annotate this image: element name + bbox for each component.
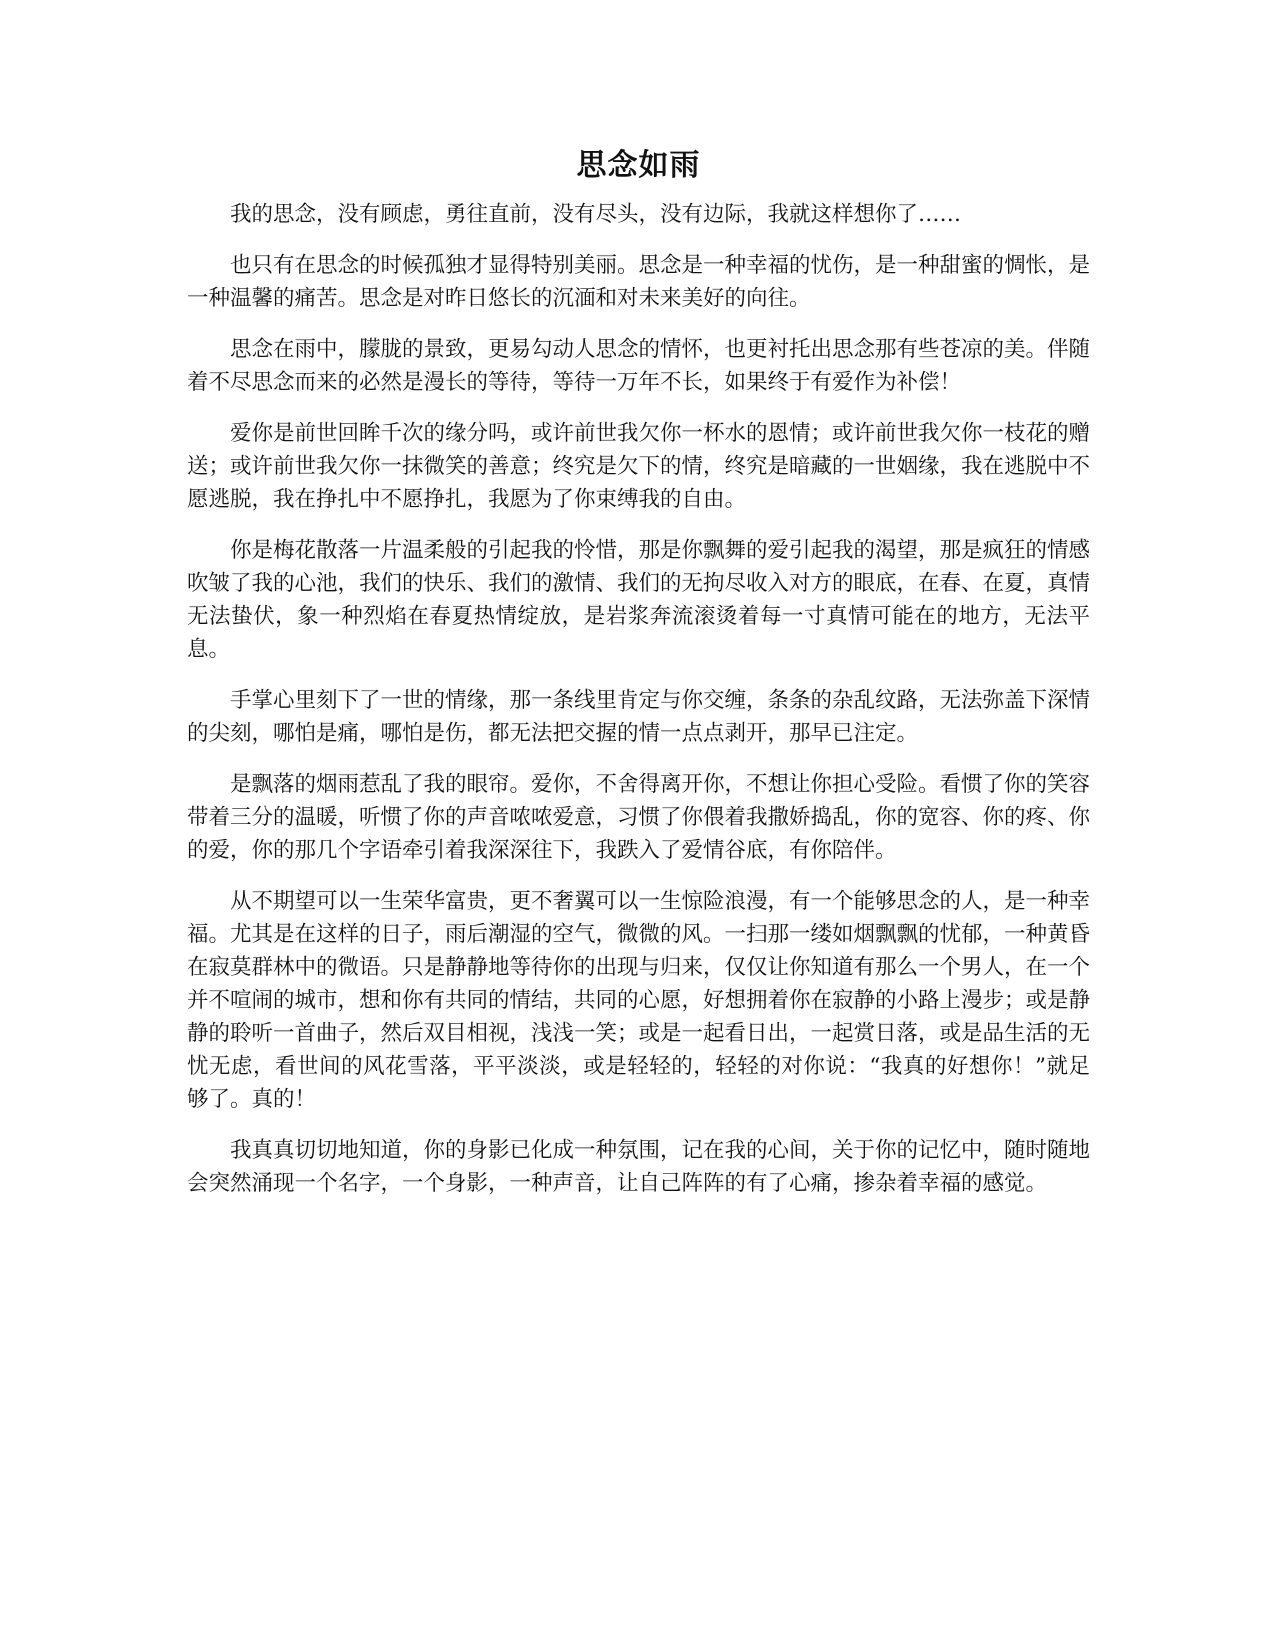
paragraph: 思念在雨中，朦胧的景致，更易勾动人思念的情怀，也更衬托出思念那有些苍凉的美。伴随着不尽思念而来的必然是漫长的等待，等待一万年不长，如果终于有爱作为补偿！ bbox=[187, 337, 1091, 395]
paragraph: 是飘落的烟雨惹乱了我的眼帘。爱你，不舍得离开你，不想让你担心受险。看惯了你的笑容带着三分的温暖，听惯了你的声音哝哝爱意，习惯了你偎着我撒娇捣乱，你的宽容、你的疼、你的爱，你的那几个字语牵引着我深深往下，我跌入了爱情谷底，有你陪伴。 bbox=[187, 772, 1091, 863]
document-page bbox=[187, 142, 1090, 1218]
paragraph: 我的思念，没有顾虑，勇往直前，没有尽头，没有边际，我就这样想你了…… bbox=[230, 202, 962, 227]
paragraph: 爱你是前世回眸千次的缘分吗，或许前世我欠你一杯水的恩情；或许前世我欠你一枝花的赠送；或许前世我欠你一抹微笑的善意；终究是欠下的情，终究是暗藏的一世姻缘，我在逃脱中不愿逃脱，我在挣扎中不愿挣扎，我愿为了你束缚我的自由。 bbox=[187, 421, 1091, 512]
paragraph: 也只有在思念的时候孤独才显得特别美丽。思念是一种幸福的忧伤，是一种甜蜜的惆怅，是一种温馨的痛苦。思念是对昨日悠长的沉湎和对未来美好的向往。 bbox=[187, 253, 1091, 311]
paragraph: 手掌心里刻下了一世的情缘，那一条线里肯定与你交缠，条条的杂乱纹路，无法弥盖下深情的尖刻，哪怕是痛，哪怕是伤，都无法把交握的情一点点剥开，那早已注定。 bbox=[187, 688, 1091, 746]
paragraph: 你是梅花散落一片温柔般的引起我的怜惜，那是你飘舞的爱引起我的渴望，那是疯狂的情感吹皱了我的心池，我们的快乐、我们的激情、我们的无拘尽收入对方的眼底，在春、在夏，真情无法蛰伏，象一种烈焰在春夏热情绽放，是岩浆奔流滚烫着每一寸真情可能在的地方，无法平息。 bbox=[187, 538, 1091, 662]
paragraph: 我真真切切地知道，你的身影已化成一种氛围，记在我的心间，关于你的记忆中，随时随地会突然涌现一个名字，一个身影，一种声音，让自己阵阵的有了心痛，掺杂着幸福的感觉。 bbox=[187, 1138, 1091, 1196]
paragraph: 从不期望可以一生荣华富贵，更不奢翼可以一生惊险浪漫，有一个能够思念的人，是一种幸福。尤其是在这样的日子，雨后潮湿的空气，微微的风。一扫那一缕如烟飘飘的忧郁，一种黄昏在寂莫群林中的微语。只是静静地等待你的出现与归来，仅仅让你知道有那么一个男人，在一个并不喧闹的城市，想和你有共同的情结，共同的心愿，好想拥着你在寂静的小路上漫步；或是静静的聆听一首曲子，然后双目相视，浅浅一笑；或是一起看日出，一起赏日落，或是品生活的无忧无虑，看世间的风花雪落，平平淡淡，或是轻轻的，轻轻的对你说：“我真的好想你！”就足够了。真的！ bbox=[187, 889, 1091, 1112]
document-title: 思念如雨 bbox=[576, 148, 701, 183]
